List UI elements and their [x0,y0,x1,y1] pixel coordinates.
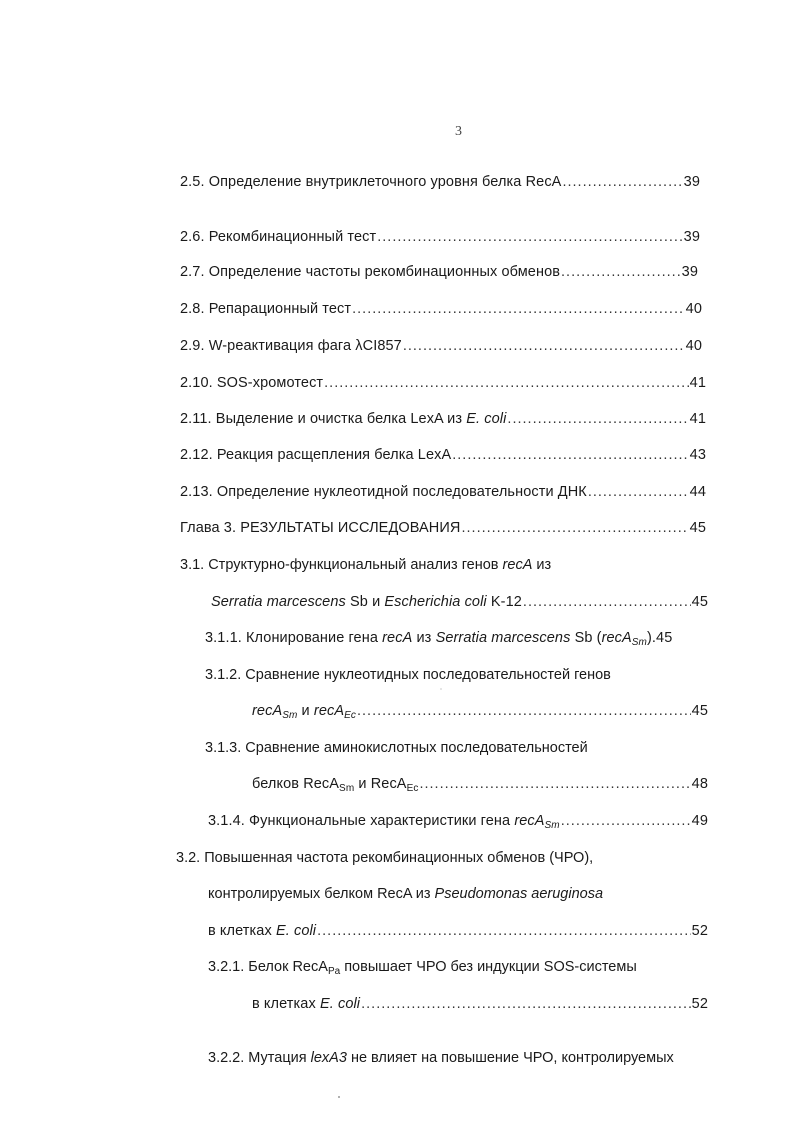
leader-dots [461,519,688,537]
leader-dots [317,922,691,940]
toc-entry-page: 44 [689,484,706,500]
leader-dots [361,995,691,1013]
toc-entry-page: 52 [691,923,708,939]
toc-entry-title: в клетках E. coli [208,923,317,939]
toc-entry-3-1-4 [208,812,708,830]
toc-entry-2-9 [180,337,702,355]
toc-entry-2-13 [180,483,706,501]
toc-entry-page: 39 [683,229,700,245]
toc-entry-2-10 [180,374,706,392]
toc-entry-page: 45 [691,594,708,610]
toc-entry-title: Serratia marcescens Sb и Escherichia coli K-12 [211,594,522,610]
toc-entry-3-2-line2: контролируемых белком RecA из Pseudomonas aeruginosa [208,886,604,902]
toc-entry-3-1-2-line2 [252,702,708,720]
toc-entry-page: 41 [689,375,706,391]
toc-entry-page: 48 [691,776,708,792]
toc-entry-3-1-3-line2 [252,775,708,793]
toc-entry-2-12 [180,446,706,464]
page-number: 3 [455,124,462,139]
toc-entry-3-1-line2 [211,593,708,611]
toc-entry-page: 40 [685,338,702,354]
lambda-symbol: λ [355,338,363,354]
toc-entry-3-2-line1: 3.2. Повышенная частота рекомбинационных обменов (ЧРО), [176,850,594,866]
toc-entry-page: 49 [691,813,708,829]
toc-entry-3-2-1-line2 [252,995,708,1013]
toc-entry-title: 2.8. Репарационный тест [180,301,352,317]
toc-entry-2-5 [180,173,700,191]
leader-dots [377,228,682,246]
toc-entry-page: 52 [691,996,708,1012]
toc-entry-3-1-3-line1: 3.1.3. Сравнение аминокислотных последовательностей [205,740,588,756]
leader-dots [357,702,691,720]
toc-entry-3-2-1-line1: 3.2.1. Белок RecA$_{Pa}$ повышает ЧРО без индукции SOS-системы [208,959,637,977]
toc-entry-title: 2.6. Рекомбинационный тест [180,229,377,245]
toc-entry-2-8 [180,300,702,318]
toc-entry-page: 43 [689,447,706,463]
toc-entry-3-1-line1: 3.1. Структурно-функциональный анализ генов recA из [180,557,552,573]
toc-entry-page: 45 [691,703,708,719]
toc-entry-title: 2.12. Реакция расщепления белка LexA [180,447,452,463]
toc-entry-3-1-1 [205,629,709,647]
toc-entry-page: 45 [656,630,673,646]
toc-entry-title: 2.7. Определение частоты рекомбинационных обменов [180,264,561,280]
leader-dots [403,337,685,355]
scan-speck [440,688,442,690]
toc-entry-2-7 [180,263,698,281]
toc-entry-page: 40 [685,301,702,317]
toc-entry-title: 2.11. Выделение и очистка белка LexA из E. coli [180,411,507,427]
leader-dots [561,812,691,830]
toc-entry-page: 39 [683,174,700,190]
leader-dots [523,593,691,611]
leader-dots [452,446,688,464]
leader-dots [352,300,685,318]
toc-entry-title: 3.1.4. Функциональные характеристики гена recA$_{Sm}$ [208,813,560,831]
toc-entry-title: в клетках E. coli [252,996,361,1012]
toc-entry-title: 2.9. W-реактивация фага λCI857 [180,338,402,354]
toc-entry-3-2-line3 [208,922,708,940]
leader-dots [562,173,682,191]
toc-entry-title: 2.13. Определение нуклеотидной последовательности ДНК [180,484,587,500]
toc-entry-2-11 [180,410,706,428]
toc-entry-title: 2.5. Определение внутриклеточного уровня белка RecA [180,174,562,190]
toc-entry-page: 39 [681,264,698,280]
leader-dots [561,263,681,281]
leader-dots [419,775,690,793]
toc-entry-title: 3.1.1. Клонирование гена recA из Serratia marcescens Sb (recA$_{Sm}$). [205,630,657,648]
toc-chapter-3 [180,519,706,537]
toc-entry-page: 45 [689,520,706,536]
toc-entry-title: белков RecA$_{Sm}$ и RecA$_{Ec}$ [252,776,419,794]
toc-entry-title: recA$_{Sm}$ и recA$_{Ec}$ [252,703,356,721]
toc-entry-title: 2.10. SOS-хромотест [180,375,324,391]
toc-entry-title: Глава 3. РЕЗУЛЬТАТЫ ИССЛЕДОВАНИЯ [180,520,461,536]
toc-entry-2-6 [180,228,700,246]
leader-dots [507,410,688,428]
leader-dots [324,374,689,392]
toc-entry-3-2-2: 3.2.2. Мутация lexA3 не влияет на повышение ЧРО, контролируемых [208,1050,674,1066]
toc-entry-page: 41 [689,411,706,427]
toc-entry-3-1-2-line1: 3.1.2. Сравнение нуклеотидных последовательностей генов [205,667,611,683]
leader-dots [588,483,689,501]
scan-speck [338,1096,340,1098]
